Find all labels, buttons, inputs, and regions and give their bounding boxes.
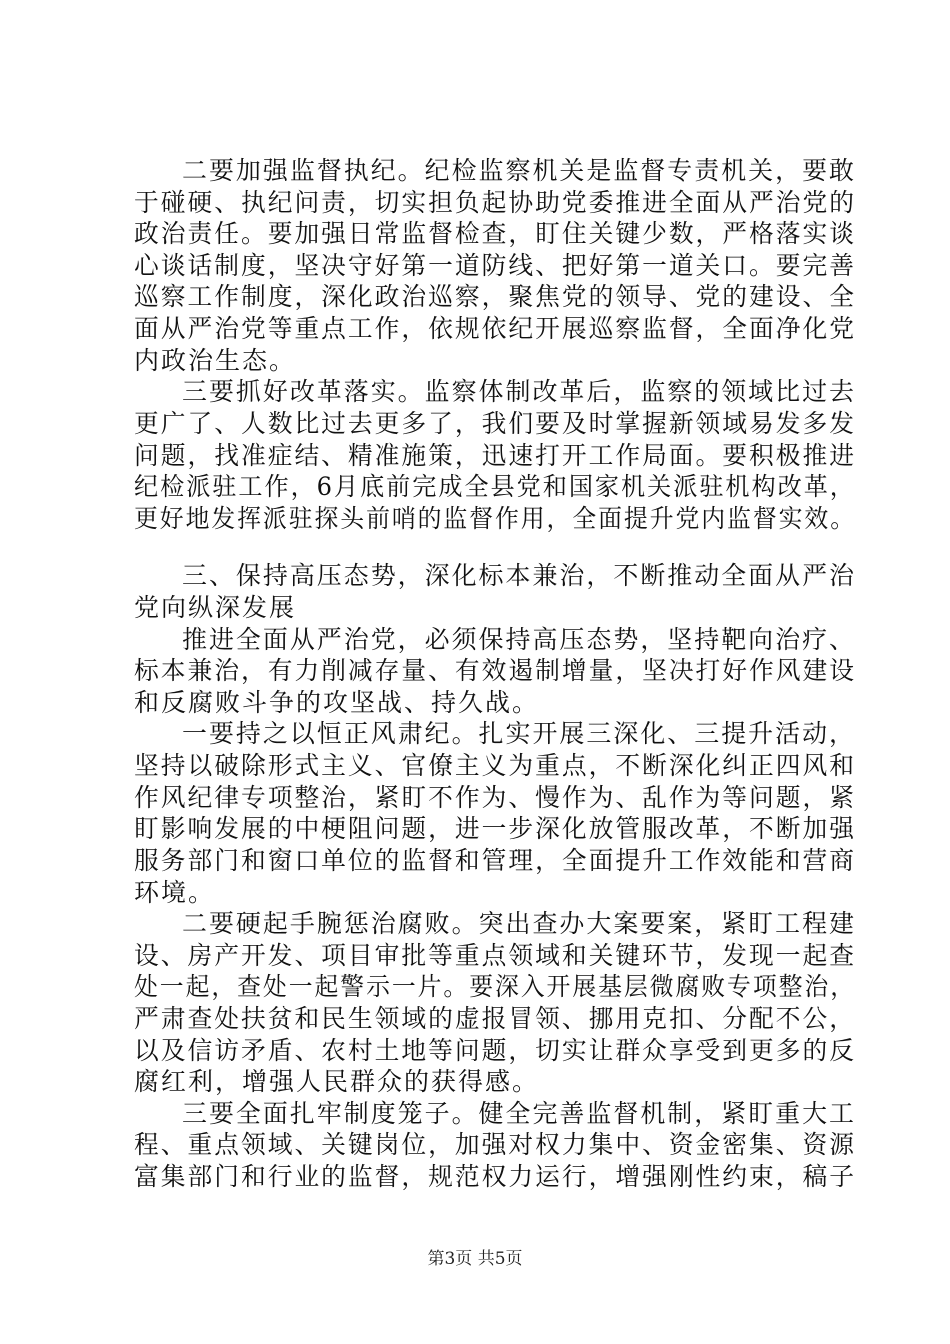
- text-line: 严肃查处扶贫和民生领域的虚报冒领、挪用克扣、分配不公，: [134, 1003, 857, 1033]
- section-heading: 党向纵深发展: [134, 593, 297, 622]
- text-line: 问题，找准症结、精准施策，迅速打开工作局面。要积极推进: [134, 440, 857, 470]
- text-line: 纪检派驻工作，6月底前完成全县党和国家机关派驻机构改革，: [134, 472, 856, 502]
- text-line: 推进全面从严治党，必须保持高压态势，坚持靶向治疗、: [182, 624, 857, 654]
- text-line: 二要加强监督执纪。纪检监察机关是监督专责机关，要敢: [182, 156, 857, 185]
- text-line: 心谈话制度，坚决守好第一道防线、把好第一道关口。要完善: [134, 250, 857, 280]
- text-line: 环境。: [134, 877, 216, 907]
- text-line: 一要持之以恒正风肃纪。扎实开展三深化、三提升活动，: [182, 719, 857, 749]
- text-line: 巡察工作制度，深化政治巡察，聚焦党的领导、党的建设、全: [134, 282, 857, 312]
- text-line: 政治责任。要加强日常监督检查，盯住关键少数，严格落实谈: [134, 219, 857, 249]
- text-line: 富集部门和行业的监督，规范权力运行，增强刚性约束，稿子: [134, 1162, 857, 1191]
- text-line: 三要全面扎牢制度笼子。健全完善监督机制，紧盯重大工: [182, 1098, 857, 1128]
- text-line: 处一起，查处一起警示一片。要深入开展基层微腐败专项整治，: [134, 972, 856, 1002]
- text-line: 盯影响发展的中梗阻问题，进一步深化放管服改革，不断加强: [134, 814, 857, 844]
- text-line: 服务部门和窗口单位的监督和管理，全面提升工作效能和营商: [134, 845, 857, 875]
- text-line: 于碰硬、执纪问责，切实担负起协助党委推进全面从严治党的: [134, 187, 857, 217]
- text-line: 和反腐败斗争的攻坚战、持久战。: [134, 687, 540, 717]
- text-line: 设、房产开发、项目审批等重点领域和关键环节，发现一起查: [134, 940, 857, 970]
- text-line: 三要抓好改革落实。监察体制改革后，监察的领域比过去: [182, 377, 857, 407]
- text-line: 更好地发挥派驻探头前哨的监督作用，全面提升党内监督实效。: [134, 503, 856, 533]
- text-line: 程、重点领域、关键岗位，加强对权力集中、资金密集、资源: [134, 1130, 857, 1160]
- section-heading: 三、保持高压态势，深化标本兼治，不断推动全面从严治: [182, 561, 857, 591]
- text-line: 二要硬起手腕惩治腐败。突出查办大案要案，紧盯工程建: [182, 909, 857, 939]
- text-line: 内政治生态。: [134, 345, 297, 375]
- text-line: 坚持以破除形式主义、官僚主义为重点，不断深化纠正四风和: [134, 751, 857, 780]
- text-line: 腐红利，增强人民群众的获得感。: [134, 1067, 540, 1097]
- text-line: 作风纪律专项整治，紧盯不作为、慢作为、乱作为等问题，紧: [134, 782, 857, 812]
- text-line: 以及信访矛盾、农村土地等问题，切实让群众享受到更多的反: [134, 1035, 857, 1065]
- text-line: 标本兼治，有力削减存量、有效遏制增量，坚决打好作风建设: [134, 656, 857, 686]
- text-line: 更广了、人数比过去更多了，我们要及时掌握新领域易发多发: [134, 408, 857, 438]
- text-line: 面从严治党等重点工作，依规依纪开展巡察监督，全面净化党: [134, 314, 857, 344]
- page-number: 第3页 共5页: [427, 1249, 523, 1269]
